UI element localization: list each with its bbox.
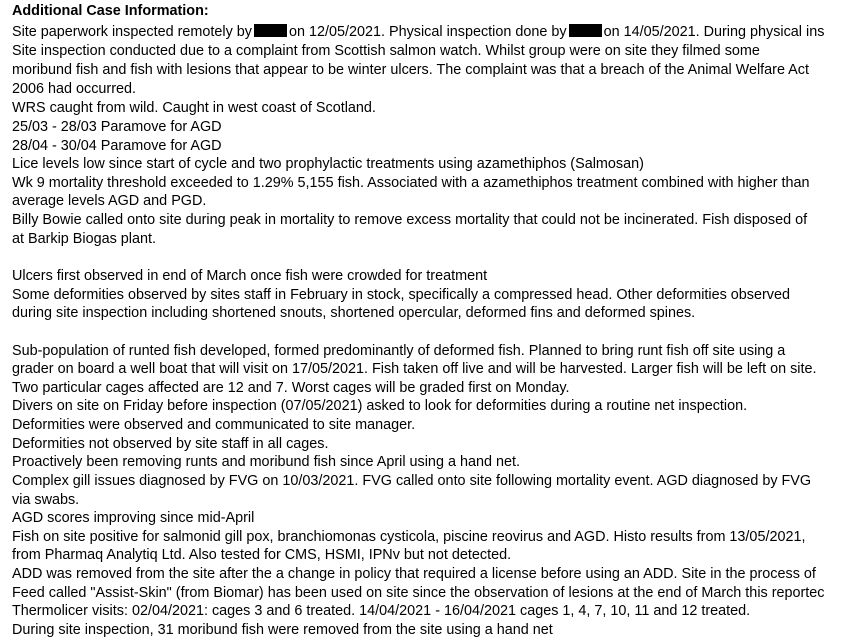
text-line xyxy=(12,23,824,41)
text-line: During site inspection, 31 moribund fish were removed from the site using a hand net xyxy=(12,622,553,638)
text-line: moribund fish and fish with lesions that appear to be winter ulcers. The complaint was that a breach of the Animal Welfare Act xyxy=(12,62,809,78)
text-line: Deformities were observed and communicated to site manager. xyxy=(12,417,416,433)
text-line: Site inspection conducted due to a complaint from Scottish salmon watch. Whilst group were on site they filmed some xyxy=(12,43,760,59)
text-segment: on 14/05/2021. During physical ins xyxy=(603,24,825,40)
text-line: Billy Bowie called onto site during peak in mortality to remove excess mortality that could not be incinerated. Fish disposed of xyxy=(12,212,808,228)
text-segment: Site paperwork inspected remotely by xyxy=(12,24,252,40)
text-line: Complex gill issues diagnosed by FVG on 10/03/2021. FVG called onto site following mortality event. AGD diagnosed by FVG xyxy=(12,473,812,489)
text-segment: on 12/05/2021. Physical inspection done by xyxy=(288,24,567,40)
text-line: Divers on site on Friday before inspection (07/05/2021) asked to look for deformities during a routine net inspection. xyxy=(12,398,748,414)
text-line: during site inspection including shortened snouts, shortened opercular, deformed fins and deformed spines. xyxy=(12,305,696,321)
text-line: Ulcers first observed in end of March once fish were crowded for treatment xyxy=(12,268,488,284)
text-line: 2006 had occurred. xyxy=(12,81,137,97)
text-line: ADD was removed from the site after the a change in policy that required a license before using an ADD. Site in the process of xyxy=(12,566,816,582)
text-line: from Pharmaq Analytiq Ltd. Also tested for CMS, HSMI, IPNv but not detected. xyxy=(12,547,512,563)
text-line: grader on board a well boat that will visit on 17/05/2021. Fish taken off live and will be harvested. Larger fish will be left on site. xyxy=(12,361,817,377)
text-line: 28/04 - 30/04 Paramove for AGD xyxy=(12,138,222,154)
text-line: Sub-population of runted fish developed, formed predominantly of deformed fish. Planned to bring runt fish off site using a xyxy=(12,343,786,359)
section-heading: Additional Case Information: xyxy=(12,3,209,19)
text-line: via swabs. xyxy=(12,492,80,508)
text-line: Lice levels low since start of cycle and two prophylactic treatments using azamethiphos (Salmosan) xyxy=(12,156,644,172)
text-line: Feed called "Assist-Skin" (from Biomar) has been used on site since the observation of lesions at the end of March this reportec xyxy=(12,585,825,601)
redaction-box xyxy=(569,24,602,37)
text-line: AGD scores improving since mid-April xyxy=(12,510,255,526)
text-line: 25/03 - 28/03 Paramove for AGD xyxy=(12,119,222,135)
text-line: Fish on site positive for salmonid gill pox, branchiomonas cysticola, piscine reovirus and AGD. Histo results from 13/05/2021, xyxy=(12,529,806,545)
text-line: at Barkip Biogas plant. xyxy=(12,231,156,247)
text-line: Proactively been removing runts and moribund fish since April using a hand net. xyxy=(12,454,520,470)
text-line: Deformities not observed by site staff in all cages. xyxy=(12,436,329,452)
text-line: WRS caught from wild. Caught in west coast of Scotland. xyxy=(12,100,376,116)
text-line: Two particular cages affected are 12 and 7. Worst cages will be graded first on Monday. xyxy=(12,380,570,396)
text-line: Wk 9 mortality threshold exceeded to 1.29% 5,155 fish. Associated with a azamethiphos treatment combined with higher than xyxy=(12,175,810,191)
redaction-box xyxy=(254,24,287,37)
text-line: average levels AGD and PGD. xyxy=(12,193,207,209)
text-line: Some deformities observed by sites staff in February in stock, specifically a compressed head. Other deformities observed xyxy=(12,287,790,303)
text-line: Thermolicer visits: 02/04/2021: cages 3 and 6 treated. 14/04/2021 - 16/04/2021 cages 1, 4, 7, 10, 11 and 12 treated. xyxy=(12,603,751,619)
